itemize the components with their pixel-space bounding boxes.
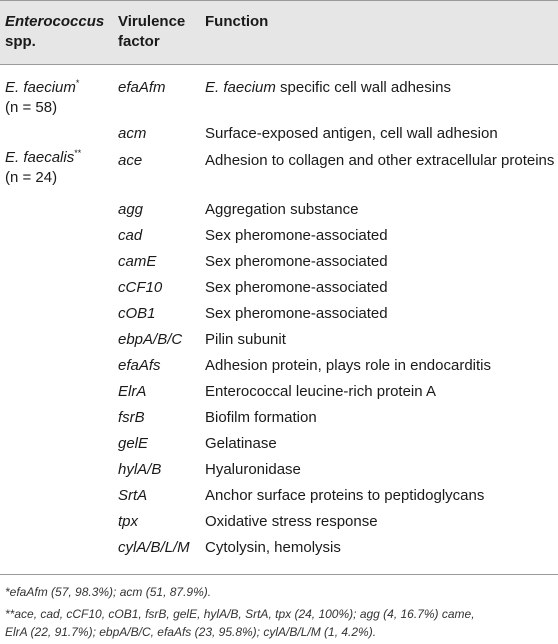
row-factor: efaAfs (118, 357, 161, 374)
row-factor: SrtA (118, 487, 148, 504)
header-factor-line2: factor (118, 33, 160, 50)
group-species-faecalis (5, 148, 81, 168)
row-function: Enterococcal leucine-rich protein A (205, 383, 436, 400)
row-factor: ebpA/B/C (118, 331, 183, 348)
row-function: E. faecium specific cell wall adhesins (205, 79, 451, 96)
row-function: Adhesion to collagen and other extracellular proteins (205, 152, 555, 169)
row-function: Gelatinase (205, 435, 277, 452)
footnote-2-line2: ElrA (22, 91.7%); ebpA/B/C, efaAfs (23, 95.8%); cylA/B/L/M (1, 4.2%). (5, 625, 377, 639)
header-species-line1: Enterococcus (5, 13, 105, 30)
row-function: Aggregation substance (205, 201, 359, 218)
bottom-rule (0, 574, 558, 575)
row-factor: agg (118, 201, 144, 218)
row-factor: ace (118, 152, 143, 169)
header-function: Function (205, 13, 269, 30)
row-function: Pilin subunit (205, 331, 286, 348)
footnote-2-line1: **ace, cad, cCF10, cOB1, fsrB, gelE, hylA/B, SrtA, tpx (24, 100%); agg (4, 16.7%) came, (5, 607, 475, 621)
row-function: Oxidative stress response (205, 513, 378, 530)
row-function: Surface-exposed antigen, cell wall adhesion (205, 125, 498, 142)
header-rule (0, 64, 558, 65)
row-factor: fsrB (118, 409, 145, 426)
function-species: E. faecium (205, 79, 276, 96)
row-function: Sex pheromone-associated (205, 253, 388, 270)
group-n-faecalis: (n = 24) (5, 169, 58, 186)
group-species-faecium (5, 78, 79, 98)
row-factor: efaAfm (118, 79, 166, 96)
row-function: Sex pheromone-associated (205, 305, 388, 322)
header-factor-line1: Virulence (118, 13, 186, 30)
row-factor: cOB1 (118, 305, 156, 322)
row-factor: camE (118, 253, 157, 270)
row-factor: cCF10 (118, 279, 163, 296)
row-function: Cytolysin, hemolysis (205, 539, 341, 556)
row-function: Sex pheromone-associated (205, 279, 388, 296)
row-factor: gelE (118, 435, 149, 452)
row-factor: cad (118, 227, 143, 244)
row-function: Hyaluronidase (205, 461, 301, 478)
row-factor: tpx (118, 513, 139, 530)
group-n-faecium: (n = 58) (5, 99, 58, 116)
row-function: Anchor surface proteins to peptidoglycans (205, 487, 485, 504)
header-species-line2: spp. (5, 33, 36, 50)
row-factor: ElrA (118, 383, 147, 400)
row-function: Sex pheromone-associated (205, 227, 388, 244)
top-rule (0, 0, 558, 1)
row-factor: acm (118, 125, 147, 142)
species-name: E. faecium (5, 79, 76, 96)
footnote-1: *efaAfm (57, 98.3%); acm (51, 87.9%). (5, 585, 212, 599)
table-header-band (0, 0, 558, 64)
footnote-mark: ** (74, 148, 82, 158)
row-factor: hylA/B (118, 461, 162, 478)
species-name: E. faecalis (5, 149, 75, 166)
row-factor: cylA/B/L/M (118, 539, 190, 556)
row-function: Adhesion protein, plays role in endocarditis (205, 357, 492, 374)
footnote-mark: * (75, 78, 80, 88)
row-function: Biofilm formation (205, 409, 317, 426)
